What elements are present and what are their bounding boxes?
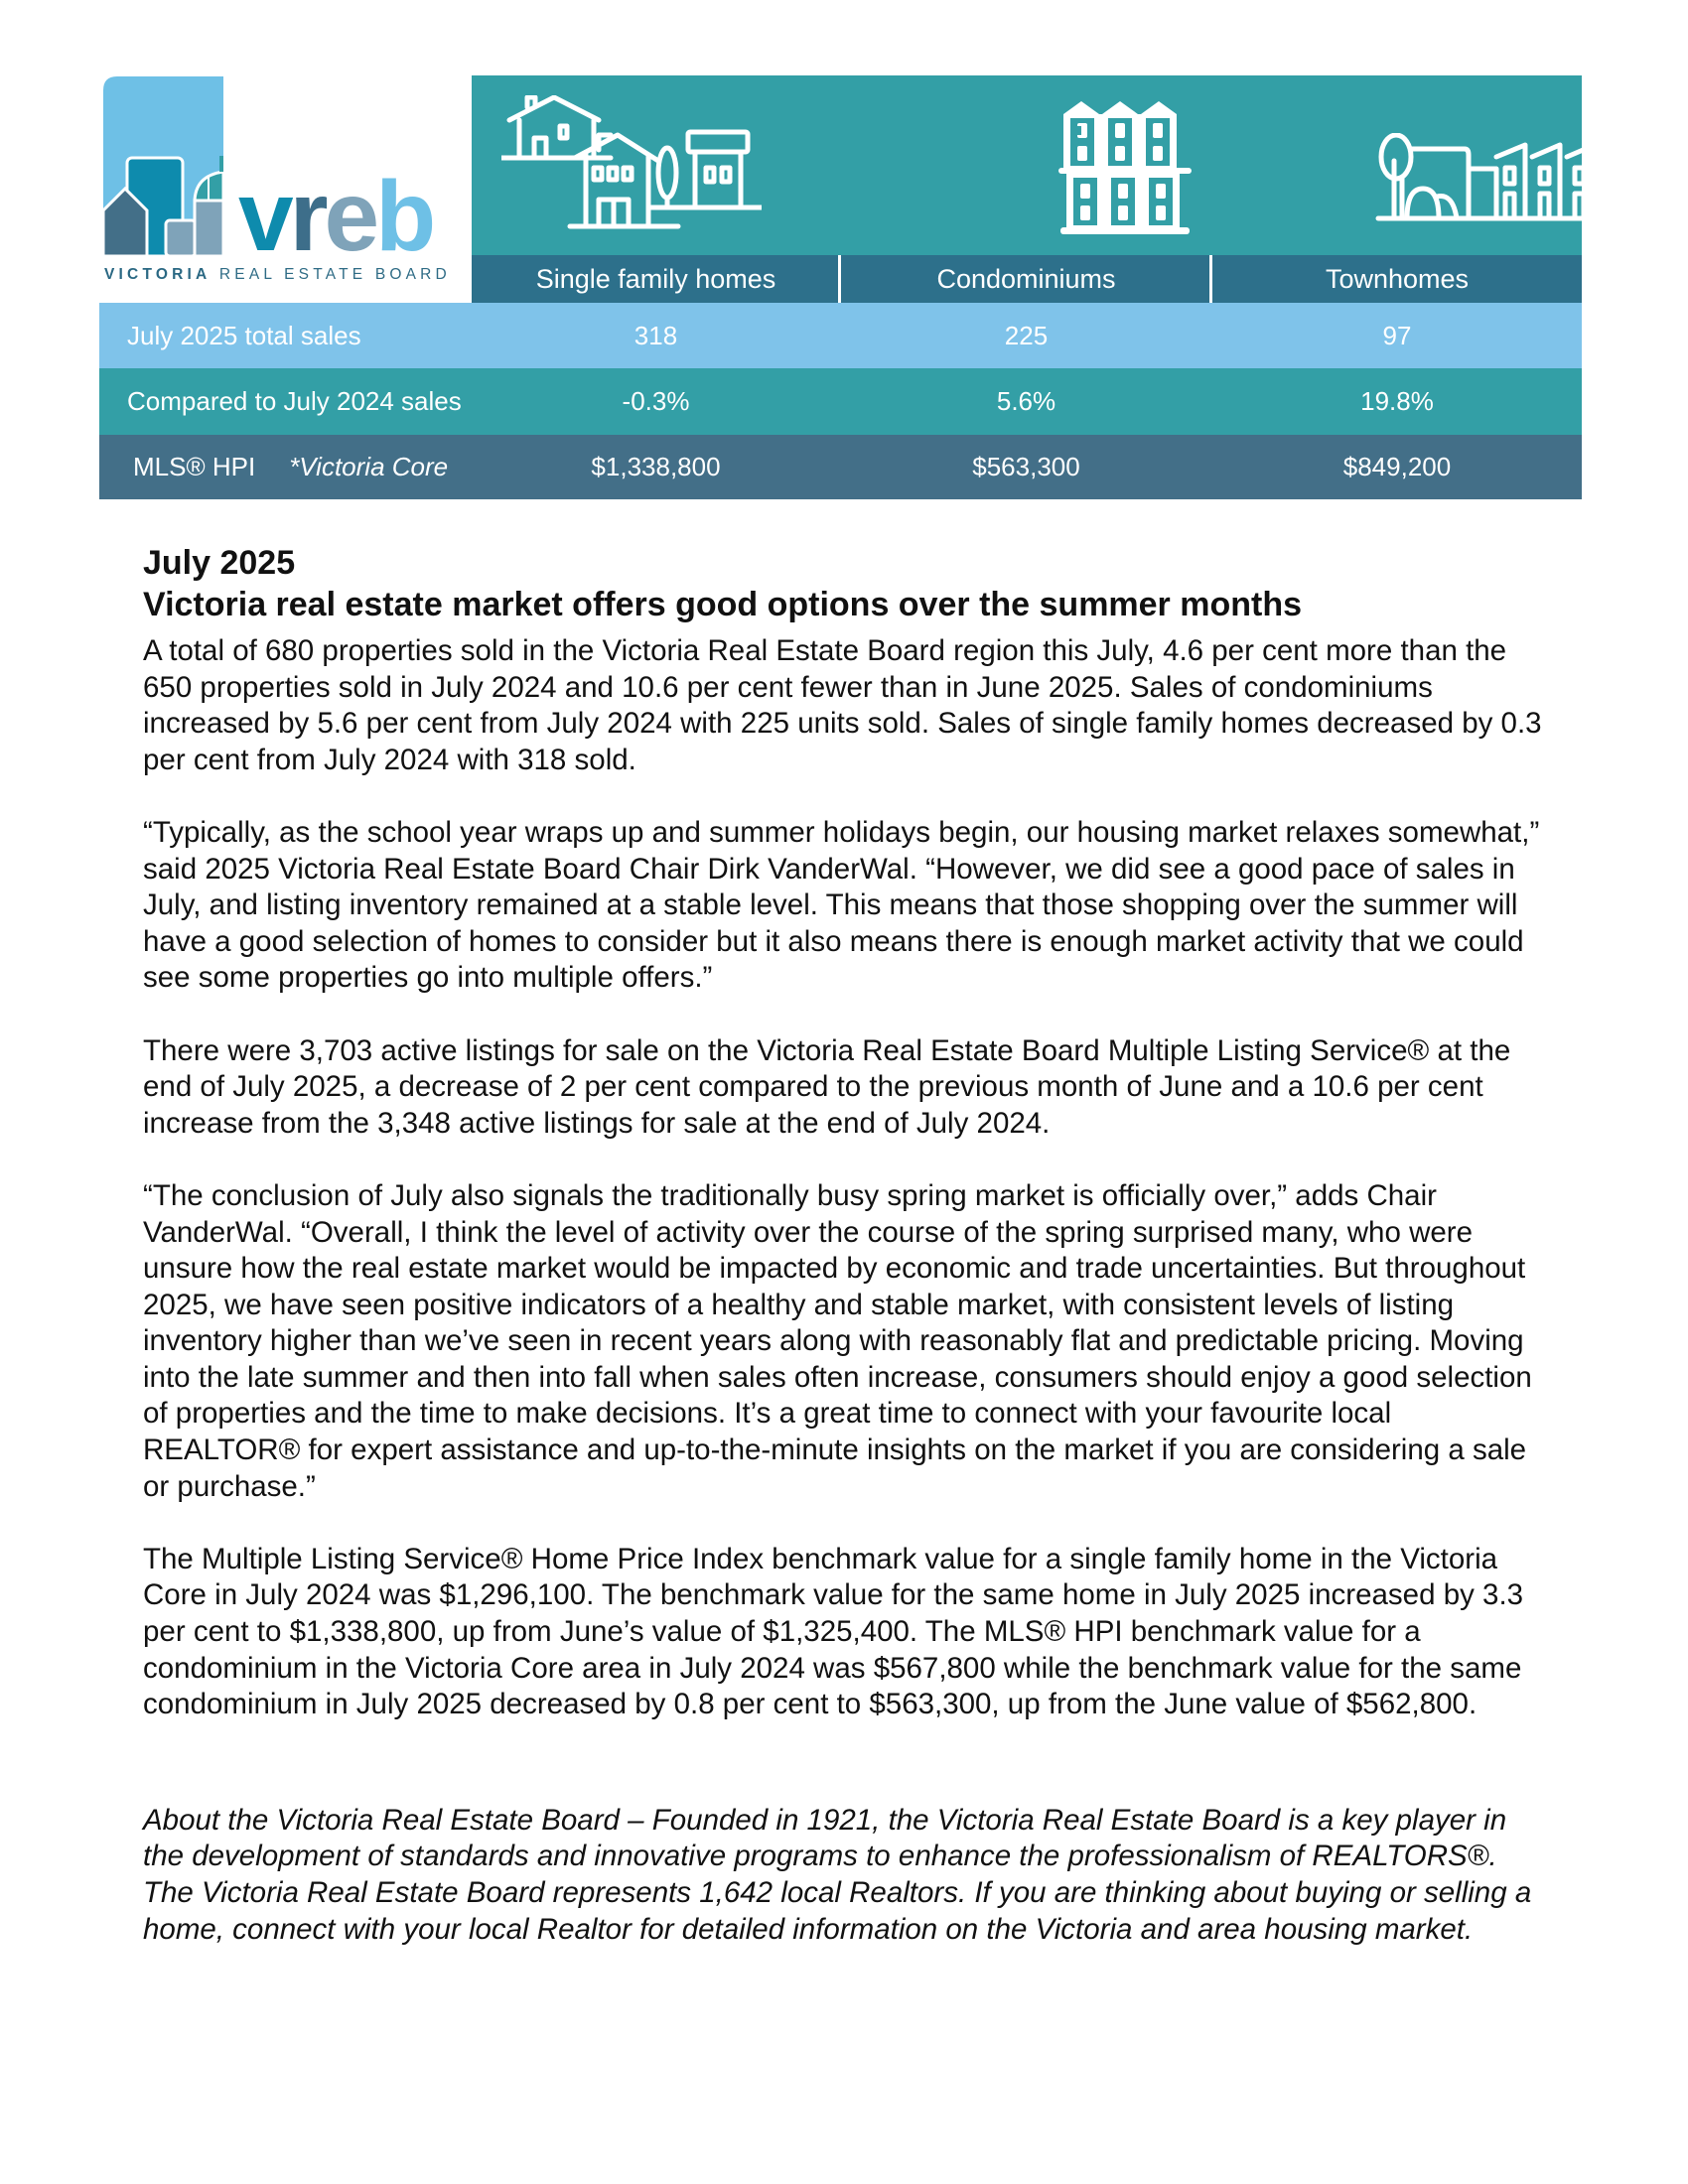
cell-townhomes: $849,200: [1342, 452, 1452, 481]
column-header-townhomes: Townhomes: [1325, 264, 1470, 294]
tagline-bold: VICTORIA: [104, 266, 211, 283]
wordmark-letter: v: [238, 161, 290, 272]
column-header-condominiums: Condominiums: [936, 264, 1116, 294]
cell-condominiums: 5.6%: [996, 386, 1056, 416]
logo-tagline: [104, 266, 451, 284]
about-vreb: About the Victoria Real Estate Board – Founded in 1921, the Victoria Real Estate Board is a key player in the development of standards and innovative programs to enhance the professionalism of REALTORS®. The Victoria Real Estate Board represents 1,642 local Realtors. If you are thinking about buying or selling a home, connect with your local Realtor for detailed information on the Victoria and area housing market.: [143, 1803, 1532, 1946]
wordmark-letter: r: [289, 161, 325, 272]
condominium-building-icon: [1058, 96, 1192, 235]
column-header-row: [472, 255, 1582, 303]
townhomes-icon: [1375, 133, 1614, 222]
headline: Victoria real estate market offers good options over the summer months: [143, 586, 1303, 623]
tagline-rest: REAL ESTATE BOARD: [211, 266, 451, 283]
table-row-total-sales: [99, 303, 1582, 368]
cell-single-family: $1,338,800: [591, 452, 721, 481]
table-row-compared-sales: [99, 368, 1582, 435]
row-sublabel: *Victoria Core: [289, 452, 449, 481]
press-release: [143, 542, 1553, 1978]
cell-condominiums: $563,300: [972, 452, 1080, 481]
dateline: July 2025: [143, 544, 296, 582]
vreb-logo: [99, 75, 472, 303]
paragraph-hpi-benchmark: The Multiple Listing Service® Home Price Index benchmark value for a single family home in the Victoria Core in July 2024 was $1,296,100. The benchmark value for the same home in July 2025 increased by 3.3 per cent to $1,338,800, up from June’s value of $1,325,400. The MLS® HPI benchmark value for a condominium in the Victoria Core area in July 2024 was $567,800 while the benchmark value for the same condominium in July 2025 decreased by 0.8 per cent to $563,300, up from the June value of $562,800.: [143, 1542, 1524, 1721]
row-label-text: MLS® HPI: [133, 452, 256, 481]
paragraph-sales-summary: A total of 680 properties sold in the Victoria Real Estate Board region this July, 4.6 per cent more than the 650 properties sold in July 2024 and 10.6 per cent fewer than in June 2025. Sales of condominiums increased by 5.6 per cent from July 2024 with 225 units sold. Sales of single family homes decreased by 0.3 per cent from July 2024 with 318 sold.: [143, 634, 1542, 776]
summary-banner: [99, 75, 1582, 499]
cell-single-family: 318: [633, 320, 678, 350]
paragraph-active-listings: There were 3,703 active listings for sale on the Victoria Real Estate Board Multiple Listing Service® at the end of July 2025, a decrease of 2 per cent compared to the previous month of June and a 10.6 per cent increase from the 3,348 active listings for sale at the end of July 2024.: [143, 1033, 1511, 1140]
cell-single-family: -0.3%: [622, 386, 690, 416]
paragraph-chair-outlook: “The conclusion of July also signals the traditionally busy spring market is officially over,” adds Chair VanderWal. “Overall, I think the level of activity over the course of the spring surprised many, who were unsure how the real estate market would be impacted by economic and trade uncertainties. But throughout 2025, we have seen positive indicators of a healthy and stable market, with consistent levels of listing inventory higher than we’ve seen in recent years along with reasonably flat and predictable pricing. Moving into the late summer and then into fall when sales often increase, consumers should enjoy a good selection of properties and the time to make decisions. It’s a great time to connect with your favourite local REALTOR® for expert assistance and up-to-the-minute insights on the market if you are considering a sale or purchase.”: [143, 1178, 1532, 1503]
single-family-homes-icon: [501, 95, 762, 230]
vreb-wordmark: [238, 161, 433, 272]
row-label: [133, 435, 448, 499]
table-row-mls-hpi: [99, 435, 1582, 499]
row-label: Compared to July 2024 sales: [127, 386, 462, 416]
column-header-single-family: Single family homes: [535, 264, 776, 294]
cell-townhomes: 97: [1382, 320, 1412, 350]
icon-band: [472, 75, 1582, 255]
row-label: July 2025 total sales: [127, 320, 361, 350]
cell-townhomes: 19.8%: [1360, 386, 1434, 416]
wordmark-letter: e: [324, 161, 376, 272]
paragraph-chair-quote: “Typically, as the school year wraps up and summer holidays begin, our housing market relaxes somewhat,” said 2025 Victoria Real Estate Board Chair Dirk VanderWal. “However, we did see a good pace of sales in July, and listing inventory remained at a stable level. This means that those shopping over the summer will have a good selection of homes to consider but it also means there is enough market activity that we could see some properties go into multiple offers.”: [143, 815, 1540, 995]
cell-condominiums: 225: [1004, 320, 1049, 350]
city-skyline-logo-icon: [103, 76, 223, 256]
wordmark-letter: b: [375, 161, 433, 272]
